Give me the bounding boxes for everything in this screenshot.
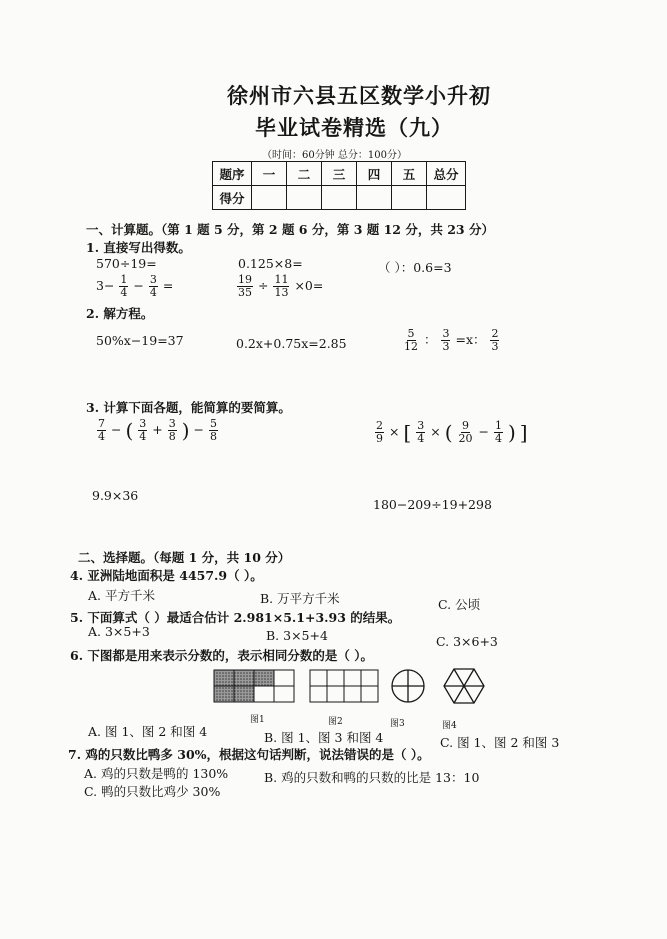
fraction: [403, 328, 419, 353]
score-header-cell: 四: [357, 162, 392, 186]
page-title: 徐州市六县五区数学小升初: [227, 83, 491, 108]
fraction: [138, 418, 147, 443]
left-bracket: [: [403, 420, 412, 445]
q7-option-b[interactable]: B. 鸡的只数和鸭的只数的比是 13：10: [264, 770, 480, 785]
expr-text: ÷: [257, 278, 269, 293]
section1-heading: 一、计算题。（第 1 题 5 分，第 2 题 6 分，第 3 题 12 分，共 23 分）: [86, 222, 494, 237]
figure-3: [392, 670, 424, 702]
denominator: 9: [376, 432, 383, 445]
q6-option-c[interactable]: C. 图 1、图 2 和图 3: [440, 735, 560, 750]
page-title-line2: 毕业试卷精选（九）: [255, 115, 453, 140]
denominator: 3: [442, 340, 450, 353]
q6-option-a[interactable]: A. 图 1、图 2 和图 4: [88, 724, 208, 739]
score-table-score-row: [213, 186, 466, 210]
figure-4-caption: 图4: [442, 721, 457, 731]
expr-text: 3−: [96, 278, 115, 293]
fraction: [441, 328, 450, 353]
q3-item-d: 180−209÷19+298: [373, 497, 492, 512]
score-cell[interactable]: [427, 186, 466, 210]
expr-text: −: [478, 424, 489, 439]
denominator: 13: [274, 286, 289, 299]
q7-label: 7. 鸡的只数比鸭多 30%，根据这句话判断，说法错误的是（ ）。: [68, 747, 430, 762]
q6-label: 6. 下图都是用来表示分数的，表示相同分数的是（ ）。: [70, 648, 374, 663]
numerator: 3: [139, 417, 147, 430]
q3-label: 3. 计算下面各题，能简算的要简算。: [86, 400, 291, 415]
fraction: [149, 274, 158, 299]
numerator: 7: [98, 417, 105, 430]
expr-text: −: [133, 278, 144, 293]
q5-label: 5. 下面算式（ ）最适合估计 2.981×5.1+3.93 的结果。: [70, 610, 401, 625]
score-cell[interactable]: [252, 186, 287, 210]
fraction: [237, 274, 253, 299]
score-row-label: 得分: [213, 186, 252, 210]
score-header-cell: 三: [322, 162, 357, 186]
denominator: 4: [494, 432, 502, 445]
expr-text: +: [152, 422, 163, 437]
figure-4: [444, 669, 484, 703]
left-paren: (: [125, 418, 134, 443]
expr-text: =: [162, 278, 174, 293]
score-header-cell: 一: [252, 162, 287, 186]
q7-option-a[interactable]: A. 鸡的只数是鸭的 130%: [84, 766, 229, 781]
expr-text: ×0=: [294, 278, 324, 293]
figure-1-caption: 图1: [250, 715, 265, 725]
fraction: [494, 420, 503, 445]
q7-option-c[interactable]: C. 鸭的只数比鸡少 30%: [84, 784, 221, 799]
right-paren: ): [181, 418, 190, 443]
q6-figures: [210, 666, 490, 716]
numerator: 5: [407, 327, 415, 340]
denominator: 4: [417, 432, 425, 445]
fraction: [458, 420, 474, 445]
q2-item-b: 0.2x+0.75x=2.85: [236, 336, 347, 351]
fraction: [416, 420, 425, 445]
expr-text: −: [110, 422, 122, 437]
numerator: 3: [417, 419, 425, 432]
denominator: 4: [149, 286, 157, 299]
section2-heading: 二、选择题。（每题 1 分，共 10 分）: [78, 550, 291, 565]
denominator: 4: [139, 430, 147, 443]
fraction: [119, 274, 128, 299]
q1-item-c: （ ）：0.6=3: [378, 260, 452, 275]
expr-text: ×: [430, 424, 441, 439]
q1-item-e: [236, 274, 323, 299]
denominator: 8: [168, 430, 176, 443]
numerator: 3: [442, 327, 450, 340]
score-header-cell: 二: [287, 162, 322, 186]
numerator: 3: [168, 417, 176, 430]
score-header-cell: 总分: [427, 162, 466, 186]
right-bracket: ]: [519, 420, 528, 445]
q1-label: 1. 直接写出得数。: [86, 240, 191, 255]
denominator: 4: [98, 430, 105, 443]
denominator: 12: [404, 340, 418, 353]
score-cell[interactable]: [392, 186, 427, 210]
denominator: 3: [491, 340, 499, 353]
q2-item-a: 50%x−19=37: [96, 333, 184, 348]
expr-text: −: [193, 422, 204, 437]
q6-option-b[interactable]: B. 图 1、图 3 和图 4: [264, 730, 384, 745]
q5-option-b[interactable]: B. 3×5+4: [266, 628, 328, 643]
q5-option-a[interactable]: A. 3×5+3: [88, 624, 150, 639]
q4-option-a[interactable]: A. 平方千米: [88, 588, 155, 603]
fraction: [168, 418, 177, 443]
q1-item-a: 570÷19=: [96, 256, 157, 271]
numerator: 1: [494, 419, 502, 432]
score-header-cell: 题序: [213, 162, 252, 186]
left-paren: (: [444, 420, 453, 445]
denominator: 35: [238, 286, 252, 299]
q2-label: 2. 解方程。: [86, 306, 154, 321]
score-table-header-row: [213, 162, 466, 186]
expr-text: =x：: [455, 332, 486, 347]
right-paren: ): [507, 420, 516, 445]
score-cell[interactable]: [322, 186, 357, 210]
figure-2: [310, 670, 378, 702]
q4-option-b[interactable]: B. 万平方千米: [260, 591, 340, 606]
numerator: 9: [462, 419, 469, 432]
numerator: 19: [238, 273, 252, 286]
expr-text: ：: [423, 332, 437, 347]
exam-time-info: （时间：60分钟 总分：100分）: [262, 150, 407, 161]
figure-3-caption: 图3: [390, 719, 405, 729]
q4-label: 4. 亚洲陆地面积是 4457.9（ ）。: [70, 568, 263, 583]
numerator: 1: [120, 273, 128, 286]
q3-item-c: 9.9×36: [92, 488, 139, 503]
q2-item-c: [402, 328, 500, 353]
fraction: [209, 418, 218, 443]
numerator: 2: [376, 419, 383, 432]
denominator: 4: [120, 286, 128, 299]
fraction: [97, 418, 106, 443]
numerator: 11: [274, 273, 289, 286]
figure-1: [214, 670, 294, 702]
fraction: [375, 420, 384, 445]
fraction: [490, 328, 499, 353]
score-cell[interactable]: [357, 186, 392, 210]
score-header-cell: 五: [392, 162, 427, 186]
score-table: [212, 161, 466, 210]
q4-option-c[interactable]: C. 公顷: [438, 597, 481, 612]
denominator: 20: [458, 432, 473, 445]
numerator: 2: [491, 327, 499, 340]
q3-item-a: [96, 418, 219, 443]
fraction: [273, 274, 289, 299]
denominator: 8: [209, 430, 217, 443]
q5-option-c[interactable]: C. 3×6+3: [436, 634, 498, 649]
q3-item-b: [374, 420, 528, 445]
figure-2-caption: 图2: [328, 717, 343, 727]
expr-text: ×: [388, 424, 400, 439]
score-cell[interactable]: [287, 186, 322, 210]
numerator: 5: [209, 417, 217, 430]
q1-item-b: 0.125×8=: [238, 256, 303, 271]
numerator: 3: [149, 273, 157, 286]
q1-item-d: [96, 274, 173, 299]
